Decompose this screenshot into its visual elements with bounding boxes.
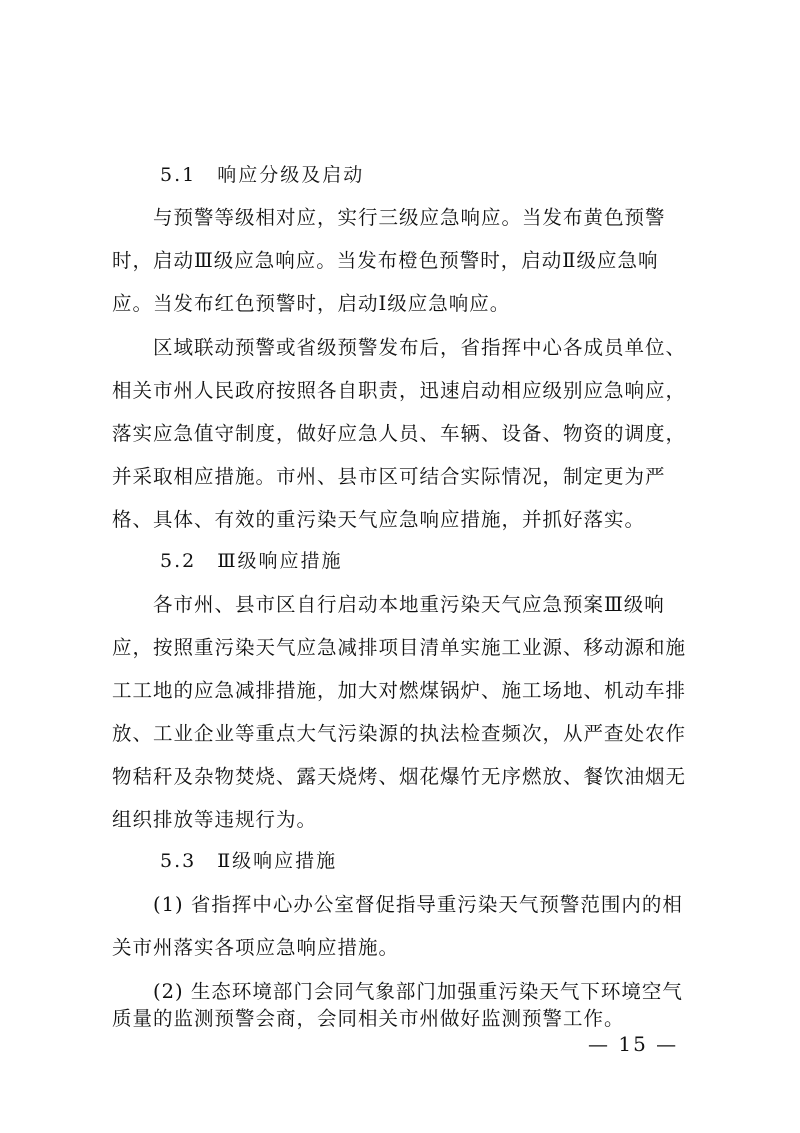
paragraph-line: 应。当发布红色预警时，启动Ⅰ级应急响应。 [112, 292, 511, 315]
paragraph-line: 组织排放等违规行为。 [112, 808, 318, 831]
paragraph-line: 放、工业企业等重点大气污染源的执法检查频次，从严查处农作 [112, 722, 687, 745]
paragraph-line: (1) 省指挥中心办公室督促指导重污染天气预警范围内的相 [112, 893, 683, 916]
page-number: — 15 — [588, 1032, 679, 1056]
paragraph-line: 落实应急值守制度，做好应急人员、车辆、设备、物资的调度， [112, 422, 687, 445]
paragraph-line: 并采取相应措施。市州、县市区可结合实际情况，制定更为严 [112, 465, 666, 488]
paragraph-line: 关市州落实各项应急响应措施。 [112, 936, 400, 959]
paragraph-line: (2) 生态环境部门会同气象部门加强重污染天气下环境空气 [112, 980, 683, 1003]
paragraph-line: 各市州、县市区自行启动本地重污染天气应急预案Ⅲ级响 [112, 593, 665, 616]
section-heading-5-1: 5.1 响应分级及启动 [160, 164, 365, 186]
paragraph-line: 格、具体、有效的重污染天气应急响应措施，并抓好落实。 [112, 508, 646, 531]
paragraph-line: 时，启动Ⅲ级应急响应。当发布橙色预警时，启动Ⅱ级应急响 [112, 249, 659, 272]
section-heading-5-3: 5.3 Ⅱ级响应措施 [160, 850, 338, 872]
section-heading-5-2: 5.2 Ⅲ级响应措施 [160, 550, 343, 572]
paragraph-line: 工工地的应急减排措施，加大对燃煤锅炉、施工场地、机动车排 [112, 679, 687, 702]
paragraph-line: 应，按照重污染天气应急减排项目清单实施工业源、移动源和施 [112, 636, 687, 659]
paragraph-line: 质量的监测预警会商，会同相关市州做好监测预警工作。 [112, 1007, 625, 1030]
paragraph-line: 物秸秆及杂物焚烧、露天烧烤、烟花爆竹无序燃放、餐饮油烟无 [112, 765, 687, 788]
paragraph-line: 与预警等级相对应，实行三级应急响应。当发布黄色预警 [112, 206, 666, 229]
paragraph-line: 区域联动预警或省级预警发布后，省指挥中心各成员单位、 [112, 336, 687, 359]
paragraph-line: 相关市州人民政府按照各自职责，迅速启动相应级别应急响应， [112, 379, 687, 402]
